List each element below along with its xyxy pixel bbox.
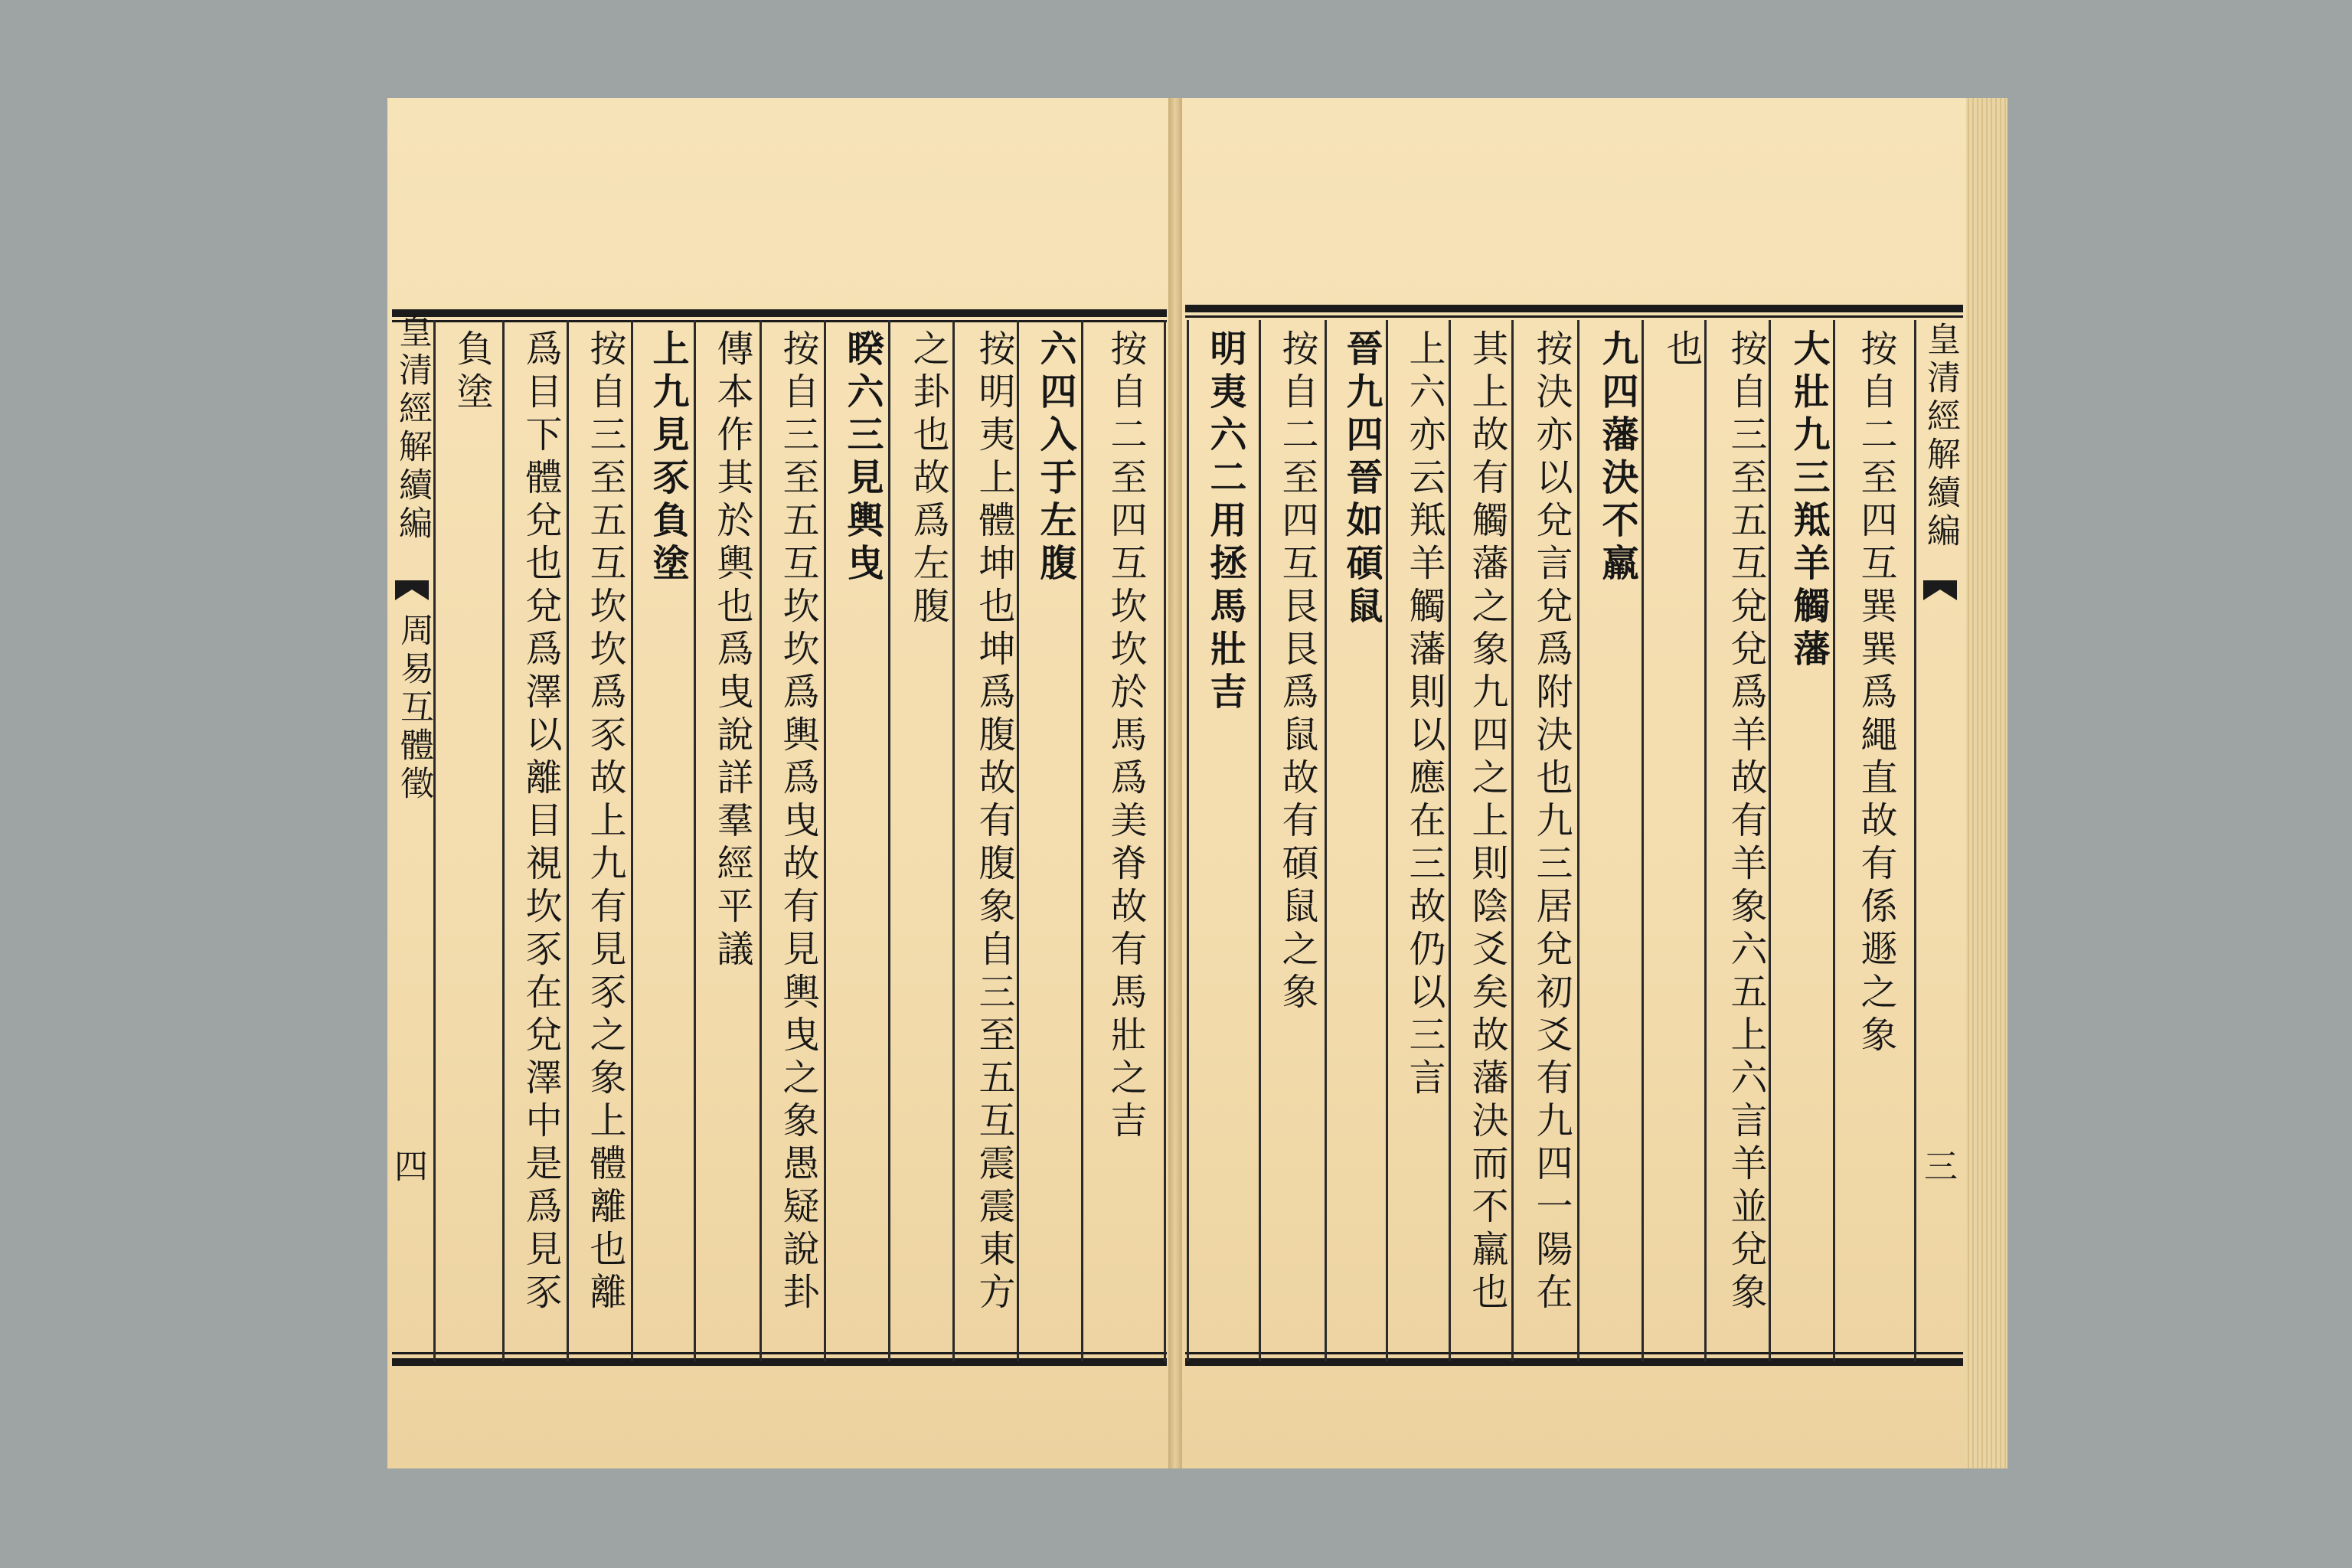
right-page-number: 三	[1918, 1148, 1957, 1182]
text-column: 負塗	[450, 329, 493, 415]
left-column-rule	[888, 320, 890, 1361]
fish-tail-marker-icon	[395, 580, 429, 600]
left-column-rule	[502, 320, 505, 1361]
right-top-rule	[1185, 305, 1963, 312]
left-margin-title: 皇清經解續編	[393, 314, 432, 544]
right-column-rule	[1259, 320, 1261, 1361]
left-margin-section: 周易互體徵	[394, 612, 433, 804]
left-column-rule	[1017, 320, 1019, 1361]
right-column-rule	[1704, 320, 1707, 1361]
text-column: 傳本作其於輿也爲曳說詳羣經平議	[710, 329, 753, 972]
heading-column: 六四入于左腹	[1034, 329, 1076, 586]
heading-column: 九四藩決不羸	[1596, 329, 1638, 586]
right-bottom-rule	[1185, 1358, 1963, 1366]
heading-column: 睽六三見輿曳	[841, 329, 884, 586]
left-top-rule-inner	[392, 320, 1167, 322]
text-column: 按自二至四互艮艮爲鼠故有碩鼠之象	[1276, 329, 1318, 1015]
left-column-rule	[1081, 320, 1083, 1361]
left-column-rule	[760, 320, 762, 1361]
right-column-rule	[1449, 320, 1451, 1361]
heading-column: 晉九四晉如碩鼠	[1340, 329, 1383, 629]
right-column-rule	[1577, 320, 1579, 1361]
text-column: 按自二至四互坎坎於馬爲美脊故有馬壯之吉	[1104, 329, 1147, 1144]
right-column-rule	[1833, 320, 1835, 1361]
left-column-rule	[694, 320, 696, 1361]
left-column-rule	[631, 320, 633, 1361]
right-column-rule	[1325, 320, 1327, 1361]
right-margin-title: 皇清經解續編	[1921, 322, 1960, 551]
text-column: 上六亦云羝羊觸藩則以應在三故仍以三言	[1403, 329, 1446, 1101]
left-column-rule	[433, 320, 436, 1361]
left-page-number: 四	[388, 1148, 427, 1182]
left-bottom-rule	[392, 1358, 1167, 1366]
right-column-rule	[1511, 320, 1514, 1361]
text-column: 其上故有觸藩之象九四之上則陰爻矣故藩決而不羸也	[1465, 329, 1508, 1315]
fish-tail-marker-icon	[1923, 580, 1957, 600]
right-column-rule	[1914, 320, 1916, 1361]
text-column: 也	[1660, 329, 1703, 372]
text-column: 按自二至四互巽巽爲繩直故有係遯之象	[1854, 329, 1897, 1058]
right-column-rule	[1769, 320, 1771, 1361]
text-column: 按自三至五互兌兌爲羊故有羊象六五上六言羊並兌象	[1724, 329, 1767, 1315]
left-column-rule	[824, 320, 826, 1361]
right-column-rule	[1642, 320, 1644, 1361]
text-column: 之卦也故爲左腹	[906, 329, 949, 629]
left-column-rule	[1164, 320, 1166, 1361]
left-column-rule	[952, 320, 955, 1361]
book-gutter	[1168, 98, 1182, 1468]
right-column-rule	[1386, 320, 1388, 1361]
right-column-rule	[1187, 320, 1189, 1361]
text-column: 按決亦以兌言兌爲附決也九三居兌初爻有九四一陽在	[1530, 329, 1573, 1315]
heading-column: 大壯九三羝羊觸藩	[1787, 329, 1830, 672]
text-column: 按自三至五互坎坎爲輿爲曳故有見輿曳之象愚疑說卦	[776, 329, 819, 1315]
heading-column: 明夷六二用拯馬壯吉	[1204, 329, 1246, 715]
right-page-edges	[1965, 98, 2007, 1468]
text-column: 爲目下體兌也兌爲澤以離目視坎豕在兌澤中是爲見豕	[519, 329, 562, 1315]
heading-column: 上九見豕負塗	[646, 329, 689, 586]
left-top-rule	[392, 309, 1167, 317]
text-column: 按自三至五互坎坎爲豕故上九有見豕之象上體離也離	[583, 329, 626, 1315]
left-column-rule	[567, 320, 569, 1361]
text-column: 按明夷上體坤也坤爲腹故有腹象自三至五互震震東方	[972, 329, 1015, 1315]
right-top-rule-inner	[1185, 315, 1963, 318]
